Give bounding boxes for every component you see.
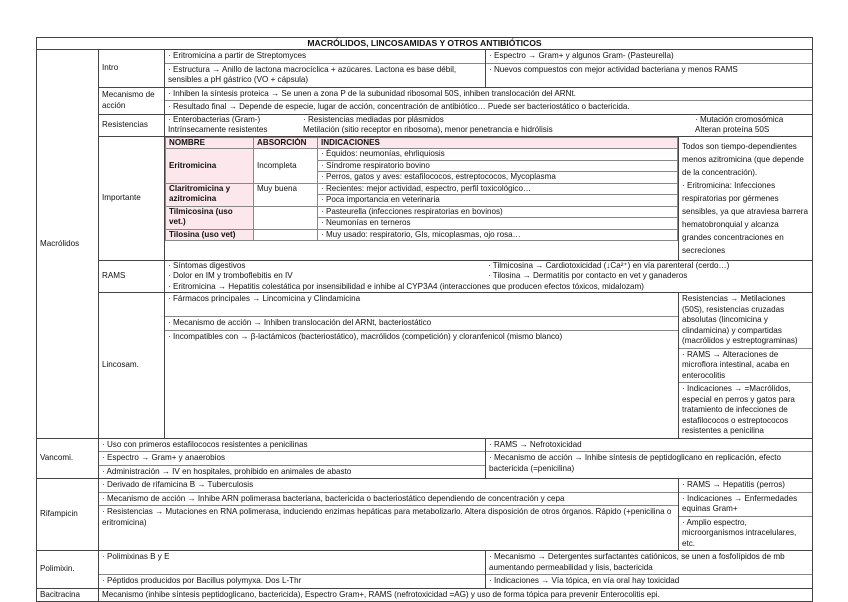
drug-absorption bbox=[254, 229, 318, 241]
drug-indications bbox=[318, 206, 678, 229]
intro-right bbox=[486, 50, 813, 88]
vancomi-spectrum: · Espectro → Gram+ y anaerobios bbox=[99, 452, 485, 466]
group-vancomi: Vancomi. bbox=[37, 438, 99, 479]
resistance-mutation: · Mutación cromosómica bbox=[695, 114, 784, 124]
drug-table-header bbox=[166, 137, 678, 149]
drug-indications bbox=[318, 183, 678, 206]
polimixin-right bbox=[486, 551, 813, 589]
indication: · Recientes: mejor actividad, espectro, perfil toxicológico… bbox=[318, 184, 677, 196]
lincosam-rams: · RAMS → Alteraciones de microflora intestinal, acaba en enterocolitis bbox=[679, 349, 812, 384]
summary-sheet bbox=[36, 37, 812, 602]
section-intro: Intro bbox=[99, 50, 165, 88]
lincosam-incompatible: · Incompatibles con → β-lactámicos (bacteriostático), macrólidos (competición) y cloranfenicol (mismo blanco) bbox=[168, 331, 563, 341]
drug-row-claritromicina bbox=[166, 183, 678, 206]
vancomi-administration: · Administración → IV en hospitales, prohibido en animales de abasto bbox=[102, 466, 352, 476]
title-row bbox=[37, 38, 813, 50]
group-rifampicin: Rifampicin bbox=[37, 479, 99, 551]
lincosam-drugs: · Fármacos principales → Lincomicina y Clindamicina bbox=[165, 293, 678, 317]
group-bacitracina: Bacitracina bbox=[37, 588, 99, 602]
vancomi-rams: · RAMS → Nefrotoxicidad bbox=[486, 439, 812, 453]
intro-structure: · Estructura → Anillo de lactona macrocíclica + azúcares. Lactona es base débil, sensibles a pH gástrico (VO + cápsula) bbox=[168, 64, 457, 84]
resistance-cell bbox=[165, 114, 813, 136]
drug-indications bbox=[318, 229, 678, 241]
resistance-plasmids: · Resistencias mediadas por plásmidos bbox=[303, 114, 444, 124]
indication: · Muy usado: respiratorio, GIs, micoplasmas, ojo rosa… bbox=[321, 229, 521, 239]
mechanism-line-2: · Resultado final → Depende de especie, lugar de acción, concentración de antibiótico… Puede ser bacteriostático o bactericida. bbox=[168, 102, 630, 111]
rifampicin-spectrum: · Amplio espectro, microorganismos intracelulares, etc. bbox=[682, 517, 797, 548]
macrolidos-resistance-row bbox=[37, 114, 813, 136]
indication: · Neumonías en terneros bbox=[321, 218, 411, 227]
note-time-dependent: Todos son tiempo-dependientes menos azitromicina (que depende de la concentración). bbox=[682, 141, 804, 177]
mechanism-cell bbox=[165, 87, 813, 114]
header-indicaciones: INDICACIONES bbox=[318, 137, 678, 149]
rifampicin-rams: · RAMS → Hepatitis (perros) bbox=[679, 479, 812, 493]
resistance-enterobacterias-detail: Intrínsecamente resistentes bbox=[168, 125, 268, 134]
resistance-mutation-detail: Alteran proteína 50S bbox=[695, 125, 770, 134]
rifampicin-right bbox=[679, 479, 813, 551]
vancomi-use: · Uso con primeros estafilococos resistentes a penicilinas bbox=[99, 439, 485, 453]
vancomi-left bbox=[99, 438, 486, 479]
intro-origin: · Eritromicina a partir de Streptomyces bbox=[165, 50, 485, 64]
drug-absorption bbox=[254, 206, 318, 229]
drug-row-eritromicina bbox=[166, 149, 678, 184]
polimixin-row bbox=[37, 551, 813, 589]
indication: · Pasteurella (infecciones respiratorias en bovinos) bbox=[318, 207, 677, 219]
summary-table bbox=[36, 37, 813, 602]
important-notes bbox=[679, 136, 813, 260]
lincosam-indications: · Indicaciones → =Macrólidos, especial en perros y gatos para tratamiento de infecciones de estafilococos o estreptococos resistentes a penicilina bbox=[682, 384, 795, 435]
group-lincosam: Lincosam. bbox=[99, 293, 165, 439]
intro-left bbox=[165, 50, 486, 88]
rams-tilosina: · Tilosina → Dermatitis por contacto en vet y ganaderos bbox=[488, 271, 688, 280]
macrolidos-rams-row bbox=[37, 260, 813, 293]
resistance-plasmids-detail: Metilación (sitio receptor en ribosoma), menor penetrancia e hidrólisis bbox=[303, 125, 553, 134]
vancomi-row bbox=[37, 438, 813, 479]
mechanism-line-1: · Inhiben la síntesis proteica → Se unen a zona P de la subunidad ribosomal 50S, inhiben translocación del ARNt. bbox=[165, 88, 812, 102]
polimixin-indications: · Indicaciones → Vía tópica, en vía oral hay toxicidad bbox=[489, 576, 680, 585]
polimixin-types: · Polimixinas B y E bbox=[99, 551, 485, 575]
drug-name: Claritromicina y azitromicina bbox=[166, 183, 254, 206]
rams-cell bbox=[165, 260, 813, 293]
indication: · Perros, gatos y aves: estafilococos, estreptococos, Mycoplasma bbox=[321, 172, 556, 181]
section-rams: RAMS bbox=[99, 260, 165, 293]
section-mecanismo: Mecanismo de acción bbox=[99, 87, 165, 114]
rifampicin-mechanism: · Mecanismo de acción → Inhibe ARN polimerasa bacteriana, bactericida o bacteriostático dependiendo de concentración y cepa bbox=[99, 493, 678, 507]
rams-eritromicina: · Eritromicina → Hepatitis colestática por insensibilidad e inhibe al CYP3A4 (interacciones que producen efectos tóxicos, midalozam) bbox=[168, 281, 644, 291]
indication: · Síndrome respiratorio bovino bbox=[318, 161, 677, 173]
intro-new-compounds: · Nuevos compuestos con mejor actividad bacteriana y menos RAMS bbox=[489, 64, 738, 74]
header-absorcion: ABSORCIÓN bbox=[254, 137, 318, 149]
rifampicin-origin: · Derivado de rifamicina B → Tuberculosis bbox=[99, 479, 678, 493]
rifampicin-row bbox=[37, 479, 813, 551]
indication: · Poca importancia en veterinaria bbox=[321, 195, 440, 204]
macrolidos-intro-row bbox=[37, 50, 813, 88]
section-importante: Importante bbox=[99, 136, 165, 260]
drug-name: Tilmicosina (uso vet.) bbox=[166, 206, 254, 229]
bacitracina-row bbox=[37, 588, 813, 602]
polimixin-origin: · Péptidos producidos por Bacillus polymyxa. Dos L-Thr bbox=[102, 576, 302, 585]
rams-pain: · Dolor en IM y tromboflebitis en IV bbox=[168, 271, 293, 280]
important-table-cell bbox=[165, 136, 679, 260]
lincosam-resistance: Resistencias → Metilaciones (50S), resistencias cruzadas absolutas (lincomicina y clindamicina) y compartidas (macrólidos y estreptograminas) bbox=[679, 293, 812, 349]
polimixin-left bbox=[99, 551, 486, 589]
lincosam-row bbox=[37, 293, 813, 439]
header-nombre: NOMBRE bbox=[166, 137, 254, 149]
drug-absorption: Muy buena bbox=[254, 183, 318, 206]
bacitracina-text: Mecanismo (inhibe síntesis peptidoglicano, bactericida), Espectro Gram+, RAMS (nefrotoxicidad =AG) y uso de forma tópica para prevenir Enterocolitis epi. bbox=[99, 588, 813, 602]
drug-table bbox=[165, 137, 678, 242]
drug-indications bbox=[318, 149, 678, 184]
rams-grid bbox=[165, 261, 812, 293]
rams-digestive: · Síntomas digestivos bbox=[168, 260, 246, 270]
drug-name: Eritromicina bbox=[166, 149, 254, 184]
polimixin-mechanism: · Mecanismo → Detergentes surfactantes catiónicos, se unen a fosfolípidos de mb aumentando permeabilidad y lisis, bactericida bbox=[486, 551, 812, 575]
rams-tilmicosina: · Tilmicosina → Cardiotoxicidad (↓Ca²⁺) en vía parenteral (cerdo…) bbox=[488, 260, 730, 270]
drug-absorption: Incompleta bbox=[254, 149, 318, 184]
lincosam-left bbox=[165, 293, 679, 439]
table-title: MACRÓLIDOS, LINCOSAMIDAS Y OTROS ANTIBIÓTICOS bbox=[37, 38, 813, 50]
vancomi-mechanism: · Mecanismo de acción → Inhibe síntesis de peptidoglicano en replicación, efecto bactericida (=penicilina) bbox=[489, 453, 781, 473]
rifampicin-indications: · Indicaciones → Enfermedades equinas Gram+ bbox=[679, 493, 812, 517]
rifampicin-resistance: · Resistencias → Mutaciones en RNA polimerasa, induciendo enzimas hepáticas para metabolizarlo. Altera disposición de otros órganos. Rápido (+penicilina o eritromicina) bbox=[102, 507, 672, 527]
group-polimixin: Polimixin. bbox=[37, 551, 99, 589]
vancomi-right bbox=[486, 438, 813, 479]
macrolidos-important-row bbox=[37, 136, 813, 260]
section-resistencias: Resistencias bbox=[99, 114, 165, 136]
rifampicin-left bbox=[99, 479, 679, 551]
lincosam-right bbox=[679, 293, 813, 439]
drug-row-tilosina bbox=[166, 229, 678, 241]
intro-spectrum: · Espectro → Gram+ y algunos Gram- (Pasteurella) bbox=[486, 50, 812, 64]
lincosam-mechanism: · Mecanismo de acción → Inhiben translocación del ARNt, bacteriostático bbox=[165, 317, 678, 331]
resistance-grid bbox=[165, 115, 812, 136]
drug-row-tilmicosina bbox=[166, 206, 678, 229]
resistance-enterobacterias: · Enterobacterias (Gram-) bbox=[168, 114, 261, 124]
drug-name: Tilosina (uso vet) bbox=[166, 229, 254, 241]
macrolidos-mechanism-row bbox=[37, 87, 813, 114]
group-macrolidos: Macrólidos bbox=[37, 50, 99, 439]
note-eritromicina: · Eritromicina: Infecciones respiratorias por gérmenes sensibles, ya que atraviesa barrera hematobronquial y alcanza grandes concentraciones en secreciones bbox=[682, 180, 808, 255]
indication: · Équidos: neumonías, ehrliquiosis bbox=[318, 149, 677, 161]
